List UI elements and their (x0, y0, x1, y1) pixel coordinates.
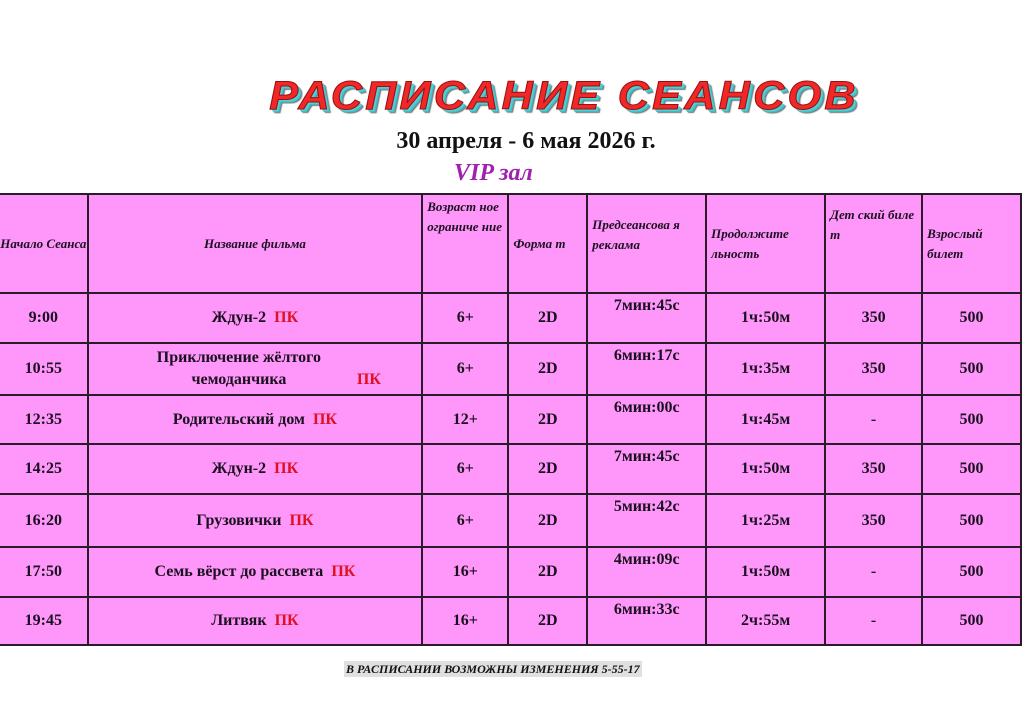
table-row (0, 444, 1021, 494)
start-time: 14:25 (0, 444, 88, 494)
schedule-change-note: В РАСПИСАНИИ ВОЗМОЖНЫ ИЗМЕНЕНИЯ 5-55-17 (346, 662, 640, 676)
pk-badge: ПК (274, 460, 299, 477)
film-title: Литвяк ПК (88, 597, 423, 645)
format: 2D (508, 395, 587, 444)
child-price: 350 (825, 494, 922, 547)
film-title: Родительский дом ПК (88, 395, 423, 444)
start-time: 16:20 (0, 494, 88, 547)
format: 2D (508, 494, 587, 547)
film-title: Грузовички ПК (88, 494, 423, 547)
start-time: 19:45 (0, 597, 88, 645)
format: 2D (508, 597, 587, 645)
duration: 1ч:50м (706, 293, 825, 343)
table-row (0, 547, 1021, 597)
table-row (0, 343, 1021, 395)
adult-price: 500 (922, 343, 1021, 395)
adult-price: 500 (922, 547, 1021, 597)
duration: 1ч:50м (706, 547, 825, 597)
schedule-table (0, 193, 1022, 646)
age-rating: 16+ (422, 597, 508, 645)
pk-badge: ПК (274, 612, 299, 629)
duration: 1ч:50м (706, 444, 825, 494)
adult-price: 500 (922, 395, 1021, 444)
ads-duration: 7мин:45с (587, 444, 706, 494)
age-rating: 6+ (422, 444, 508, 494)
duration: 1ч:45м (706, 395, 825, 444)
child-price: 350 (825, 293, 922, 343)
format: 2D (508, 547, 587, 597)
child-price: 350 (825, 444, 922, 494)
format: 2D (508, 343, 587, 395)
pk-badge: ПК (331, 563, 356, 580)
pk-badge: ПК (312, 410, 337, 428)
adult-price: 500 (922, 293, 1021, 343)
adult-price: 500 (922, 494, 1021, 547)
pk-badge: ПК (274, 309, 299, 326)
child-price: - (825, 597, 922, 645)
col-start: Начало Сеанса (0, 194, 88, 293)
header-row (0, 194, 1021, 293)
col-title: Название фильма (88, 194, 423, 293)
col-age: Возраст ное ограниче ние (422, 194, 508, 293)
format: 2D (508, 444, 587, 494)
col-child-ticket: Дет ский биле т (825, 194, 922, 293)
film-title: Семь вёрст до рассвета ПК (88, 547, 423, 597)
ads-duration: 6мин:17с (587, 343, 706, 395)
child-price: 350 (825, 343, 922, 395)
col-duration: Продолжите льность (706, 194, 825, 293)
start-time: 12:35 (0, 395, 88, 444)
date-range: 30 апреля - 6 мая 2026 г. (396, 128, 656, 154)
age-rating: 12+ (422, 395, 508, 444)
hall-name: VIP зал (454, 160, 533, 186)
pk-badge: ПК (289, 511, 314, 529)
ads-duration: 5мин:42с (587, 494, 706, 547)
duration: 1ч:25м (706, 494, 825, 547)
table-row (0, 597, 1021, 645)
table-row (0, 293, 1021, 343)
age-rating: 6+ (422, 494, 508, 547)
ads-duration: 6мин:00с (587, 395, 706, 444)
page-title: РАСПИСАНИЕ СЕАНСОВ (269, 74, 859, 118)
adult-price: 500 (922, 597, 1021, 645)
duration: 2ч:55м (706, 597, 825, 645)
col-adult-ticket: Взрослый билет (922, 194, 1021, 293)
child-price: - (825, 547, 922, 597)
age-rating: 6+ (422, 293, 508, 343)
film-title: Ждун-2 ПК (88, 444, 423, 494)
start-time: 17:50 (0, 547, 88, 597)
col-format: Форма т (508, 194, 587, 293)
col-ads: Предсеансова я реклама (587, 194, 706, 293)
start-time: 9:00 (0, 293, 88, 343)
child-price: - (825, 395, 922, 444)
age-rating: 16+ (422, 547, 508, 597)
start-time: 10:55 (0, 343, 88, 395)
film-title: Приключение жёлтого чемоданчика ПК (88, 343, 423, 395)
adult-price: 500 (922, 444, 1021, 494)
pk-badge: ПК (356, 371, 381, 388)
age-rating: 6+ (422, 343, 508, 395)
ads-duration: 7мин:45с (587, 293, 706, 343)
format: 2D (508, 293, 587, 343)
film-title: Ждун-2 ПК (88, 293, 423, 343)
ads-duration: 6мин:33с (587, 597, 706, 645)
ads-duration: 4мин:09с (587, 547, 706, 597)
duration: 1ч:35м (706, 343, 825, 395)
table-row (0, 395, 1021, 444)
table-row (0, 494, 1021, 547)
